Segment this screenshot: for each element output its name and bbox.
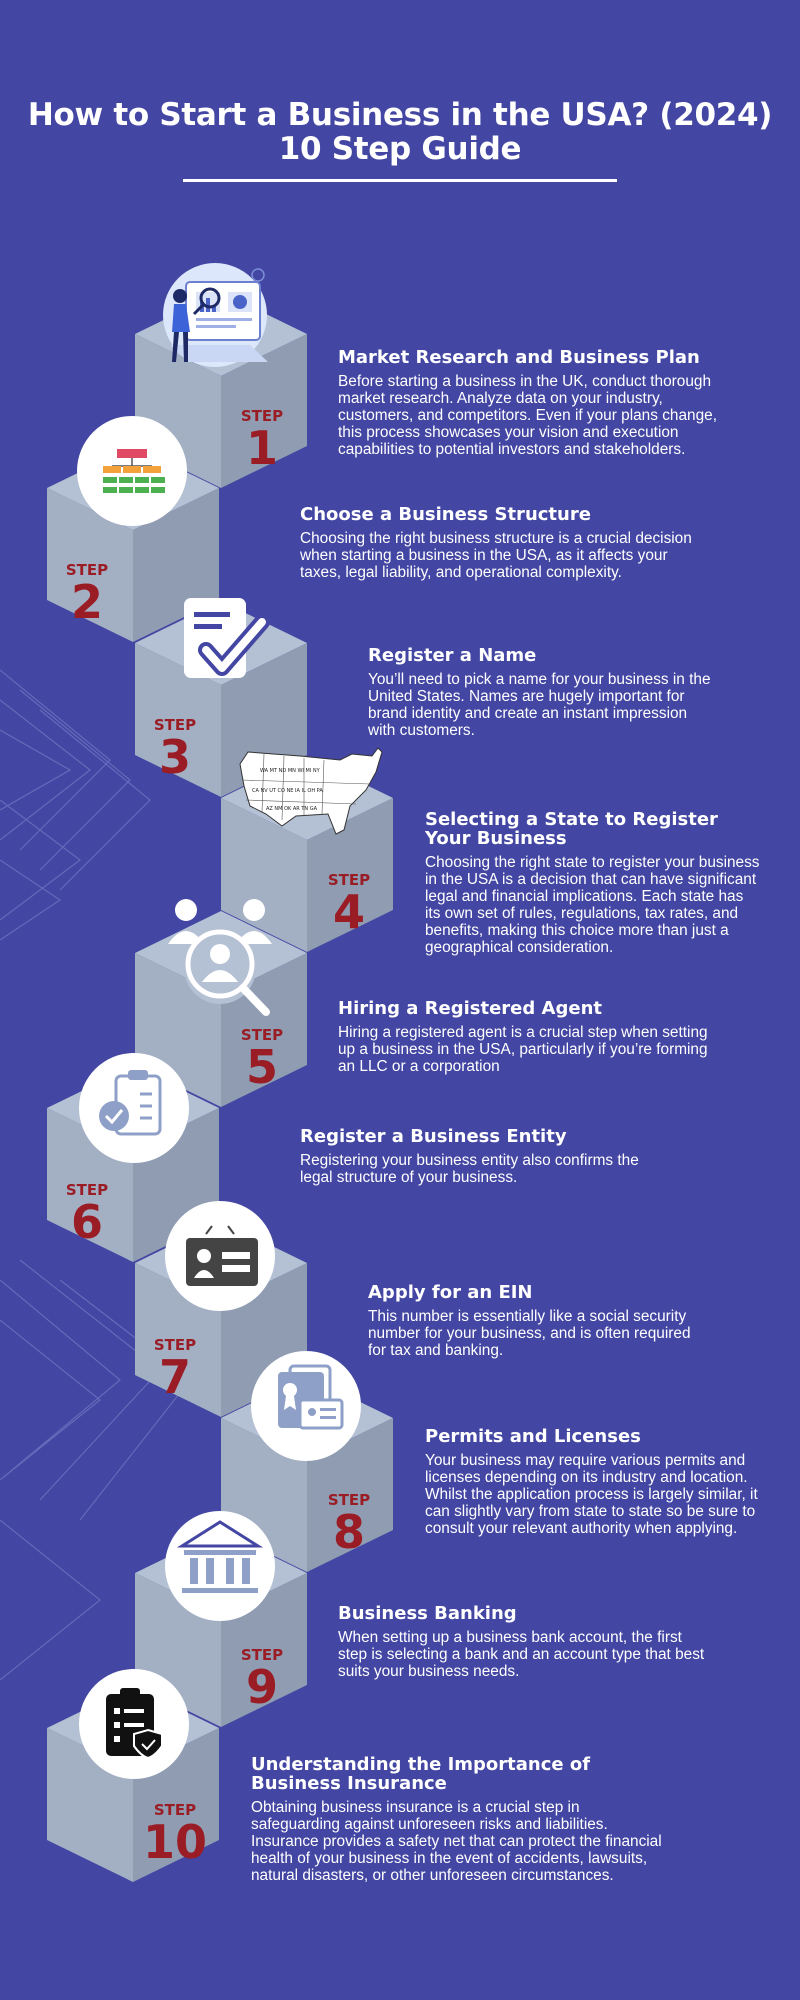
page-title-line-1: How to Start a Business in the USA? (2024): [27, 97, 773, 133]
svg-text:WA MT ND MN WI MI NY: WA MT ND MN WI MI NY: [260, 768, 320, 774]
step-1-label: STEP: [240, 407, 284, 425]
step-10-number: 10: [142, 1815, 208, 1869]
step-2-body: Choosing the right business structure is a crucial decision when starting a business in the USA, as it affects your taxes, legal liability, and operational complexity.: [300, 530, 692, 581]
step-2-text: [300, 505, 700, 581]
step-7-heading: Apply for an EIN: [368, 1282, 533, 1303]
step-9-body: When setting up a business bank account, the first step is selecting a bank and an account type that best suits your business needs.: [338, 1629, 705, 1680]
svg-text:CA NV UT CO NE IA IL OH PA: CA NV UT CO NE IA IL OH PA: [252, 788, 323, 794]
id-card-icon: [165, 1201, 275, 1311]
step-3-body: You’ll need to pick a name for your business in the United States. Names are hugely important for brand identity and create an instant impression with customers.: [368, 671, 711, 739]
step-4-text: [425, 810, 760, 956]
step-7-label: STEP: [153, 1336, 197, 1354]
step-6-number: 6: [70, 1195, 104, 1249]
bank-icon: [165, 1511, 275, 1621]
step-7-body: This number is essentially like a social security number for your business, and is often required for tax and banking.: [368, 1308, 691, 1359]
step-8-heading: Permits and Licenses: [425, 1426, 641, 1447]
step-10-heading: Understanding the Importance of Business Insurance: [251, 1754, 591, 1794]
step-5-text: [338, 999, 718, 1075]
insurance-clipboard-icon: [79, 1669, 189, 1779]
step-1-body: Before starting a business in the UK, conduct thorough market research. Analyze data on your industry, customers, and competitors. Even if your plans change, this process showcases your vision and execution capabilities to potential investors and stakeholders.: [338, 373, 717, 458]
step-9-text: [338, 1604, 713, 1680]
step-9-heading: Business Banking: [338, 1603, 517, 1624]
step-3-text: [368, 646, 718, 739]
step-4-label: STEP: [327, 871, 371, 889]
step-2-number: 2: [70, 575, 104, 629]
page-title: [0, 98, 800, 166]
step-6-heading: Register a Business Entity: [300, 1126, 567, 1147]
step-7-text: [368, 1283, 698, 1359]
step-5-body: Hiring a registered agent is a crucial step when setting up a business in the USA, particularly if you’re forming an LLC or a corporation: [338, 1024, 708, 1075]
step-9-label: STEP: [240, 1646, 284, 1664]
step-1-number: 1: [245, 421, 279, 475]
step-3-heading: Register a Name: [368, 645, 537, 666]
step-1-heading: Market Research and Business Plan: [338, 347, 700, 368]
step-7-number: 7: [158, 1350, 192, 1404]
org-chart-icon: [77, 416, 187, 526]
page-title-line-2: 10 Step Guide: [278, 131, 522, 167]
step-5-heading: Hiring a Registered Agent: [338, 998, 602, 1019]
step-8-text: [425, 1427, 770, 1537]
step-3-label: STEP: [153, 716, 197, 734]
step-8-number: 8: [332, 1505, 366, 1559]
step-8-label: STEP: [327, 1491, 371, 1509]
step-8-body: Your business may require various permits and licenses depending on its industry and location. Whilst the application process is largely similar, it can slightly vary from state to state so be sure to consult your relevant authority when applying.: [425, 1452, 758, 1537]
step-2-heading: Choose a Business Structure: [300, 504, 591, 525]
step-4-number: 4: [332, 885, 366, 939]
clipboard-check-icon: [79, 1053, 189, 1163]
step-9-number: 9: [245, 1660, 279, 1714]
step-6-label: STEP: [65, 1181, 109, 1199]
market-research-illustration-icon: [163, 263, 268, 367]
step-4-body: Choosing the right state to register your business in the USA is a decision that can have significant legal and financial implications. Each state has its own set of rules, regulations, tax rates, and benefits, making this choice more than just a geographical consideration.: [425, 854, 760, 956]
step-6-body: Registering your business entity also confirms the legal structure of your business.: [300, 1152, 639, 1186]
step-5-label: STEP: [240, 1026, 284, 1044]
step-2-label: STEP: [65, 561, 109, 579]
license-certificate-icon: [251, 1351, 361, 1461]
step-10-body: Obtaining business insurance is a crucial step in safeguarding against unforeseen risks and liabilities. Insurance provides a safety net that can protect the financial health of your business in the event of accidents, lawsuits, natural disasters, or other unforeseen circumstances.: [251, 1799, 662, 1884]
title-underline: [183, 179, 617, 182]
step-1-text: [338, 348, 723, 458]
step-10-label: STEP: [153, 1801, 197, 1819]
step-6-text: [300, 1127, 670, 1186]
step-5-number: 5: [245, 1040, 279, 1094]
step-4-heading: Selecting a State to Register Your Business: [425, 809, 718, 849]
step-3-number: 3: [158, 730, 192, 784]
step-10-text: [251, 1755, 666, 1884]
svg-text:AZ NM OK AR TN GA: AZ NM OK AR TN GA: [266, 806, 318, 812]
